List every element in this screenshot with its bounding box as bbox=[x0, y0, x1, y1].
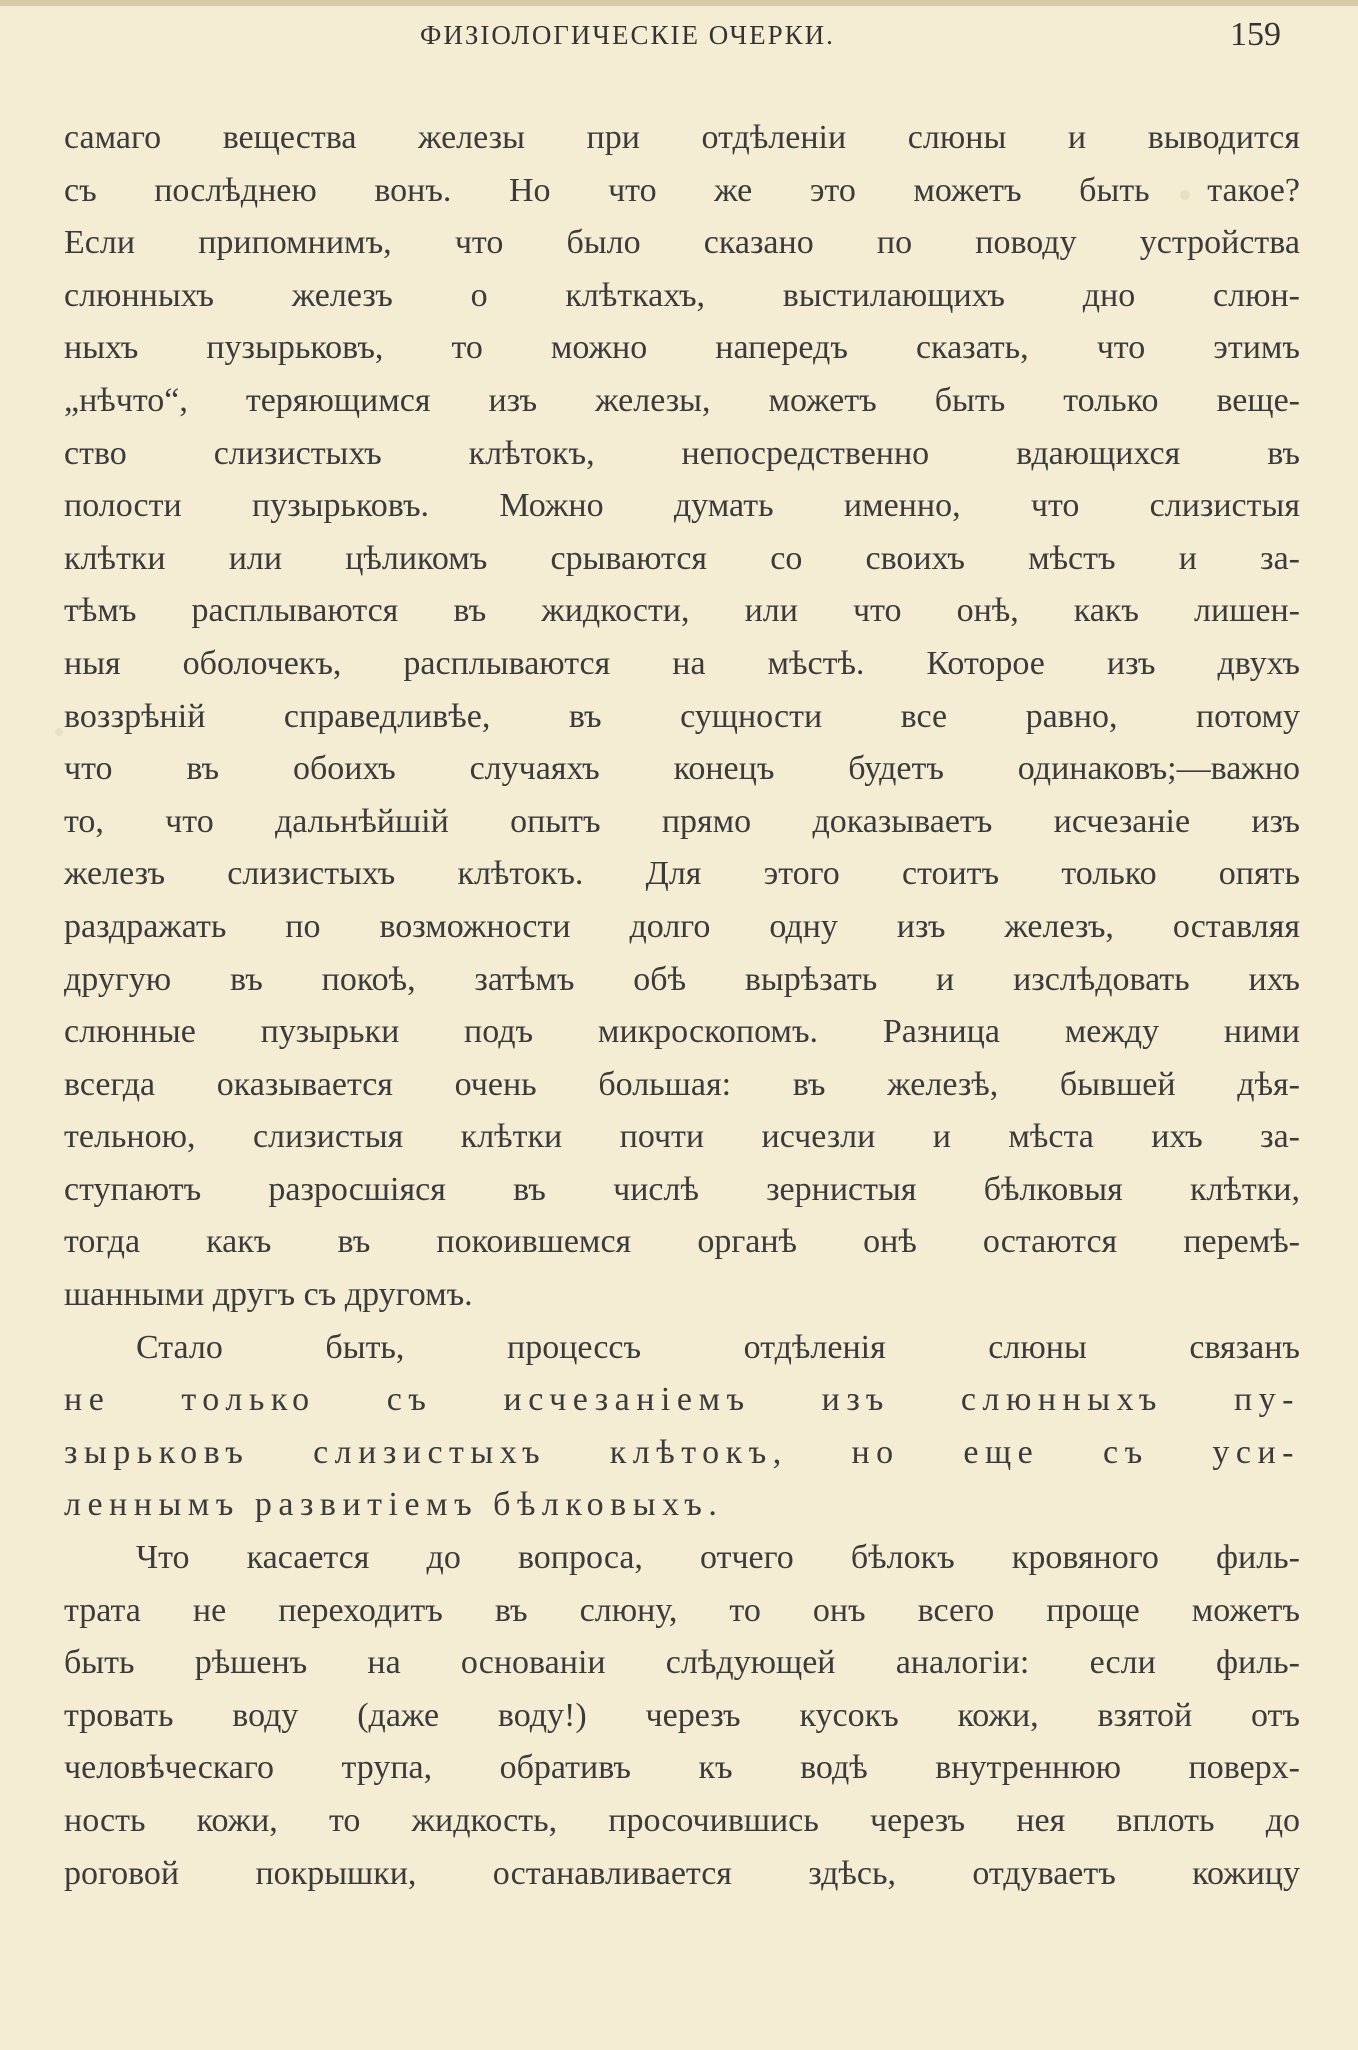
text-line: „нѣчто“, теряющимся изъ железы, можетъ быть только веще- bbox=[64, 381, 1300, 419]
text-line: тѣмъ расплываются въ жидкости, или что онѣ, какъ лишен- bbox=[64, 592, 1300, 630]
text-line: ность кожи, то жидкость, просочившись черезъ нея вплоть до bbox=[64, 1802, 1300, 1839]
paper-stain bbox=[55, 728, 63, 736]
text-line: человѣческаго трупа, обративъ къ водѣ внутреннюю поверх- bbox=[64, 1749, 1300, 1787]
text-line: слюнные пузырьки подъ микроскопомъ. Разница между ними bbox=[64, 1013, 1300, 1051]
text-line: полости пузырьковъ. Можно думать именно, что слизистыя bbox=[64, 487, 1300, 525]
text-line: ныхъ пузырьковъ, то можно напередъ сказать, что этимъ bbox=[64, 329, 1300, 367]
emphasized-line: зырьковъ слизистыхъ клѣтокъ, но еще съ уси- bbox=[64, 1433, 1300, 1471]
page-number: 159 bbox=[1230, 16, 1281, 53]
text-line: раздражать по возможности долго одну изъ железъ, оставляя bbox=[64, 907, 1300, 945]
text-line: шанными другъ съ другомъ. bbox=[64, 1276, 473, 1314]
text-line: воззрѣнiй справедливѣе, въ сущности все равно, потому bbox=[64, 697, 1300, 735]
text-line: быть рѣшенъ на основанiи слѣдующей аналогiи: если филь- bbox=[64, 1644, 1300, 1682]
emphasized-line: не только съ исчезанiемъ изъ слюнныхъ пу- bbox=[64, 1381, 1300, 1419]
text-line: железъ слизистыхъ клѣтокъ. Для этого стоитъ только опять bbox=[64, 855, 1300, 893]
text-line: ступаютъ разросшiяся въ числѣ зернистыя бѣлковыя клѣтки, bbox=[64, 1170, 1300, 1208]
running-title: ФИЗIОЛОГИЧЕСКIЕ ОЧЕРКИ. bbox=[420, 20, 835, 50]
page-top-edge bbox=[0, 0, 1358, 6]
text-line: самаго вещества железы при отдѣленiи слюны и выводится bbox=[64, 119, 1300, 156]
text-line: трата не переходитъ въ слюну, то онъ всего проще можетъ bbox=[64, 1591, 1300, 1629]
emphasized-line: Стало быть, процессъ отдѣленiя слюны связанъ bbox=[136, 1328, 1300, 1366]
text-line: Что касается до вопроса, отчего бѣлокъ кровяного филь- bbox=[136, 1539, 1300, 1577]
text-line: тогда какъ въ покоившемся органѣ онѣ остаются перемѣ- bbox=[64, 1223, 1300, 1261]
text-line: другую въ покоѣ, затѣмъ обѣ вырѣзать и изслѣдовать ихъ bbox=[64, 960, 1300, 998]
emphasized-line: леннымъ развитiемъ бѣлковыхъ. bbox=[64, 1486, 724, 1524]
text-line: тровать воду (даже воду!) черезъ кусокъ кожи, взятой отъ bbox=[64, 1696, 1300, 1734]
text-line: слюнныхъ железъ о клѣткахъ, выстилающихъ дно слюн- bbox=[64, 276, 1300, 314]
text-line: что въ обоихъ случаяхъ конецъ будетъ одинаковъ;—важно bbox=[64, 750, 1300, 788]
text-line: тельною, слизистыя клѣтки почти исчезли и мѣста ихъ за- bbox=[64, 1118, 1300, 1156]
running-head bbox=[0, 18, 1358, 62]
text-line: то, что дальнѣйшiй опытъ прямо доказываетъ исчезанiе изъ bbox=[64, 802, 1300, 840]
text-line: съ послѣднею вонъ. Но что же это можетъ быть такое? bbox=[64, 171, 1300, 209]
text-line: всегда оказывается очень большая: въ железѣ, бывшей дѣя- bbox=[64, 1065, 1300, 1103]
text-line: Если припомнимъ, что было сказано по поводу устройства bbox=[64, 224, 1300, 262]
text-line: клѣтки или цѣликомъ срываются со своихъ мѣстъ и за- bbox=[64, 539, 1300, 577]
text-line: ство слизистыхъ клѣтокъ, непосредственно вдающихся въ bbox=[64, 434, 1300, 472]
text-line: роговой покрышки, останавливается здѣсь, отдуваетъ кожицу bbox=[64, 1854, 1300, 1892]
body-text bbox=[64, 112, 1300, 1900]
text-line: ныя оболочекъ, расплываются на мѣстѣ. Которое изъ двухъ bbox=[64, 644, 1300, 682]
paper-stain bbox=[1180, 190, 1190, 200]
